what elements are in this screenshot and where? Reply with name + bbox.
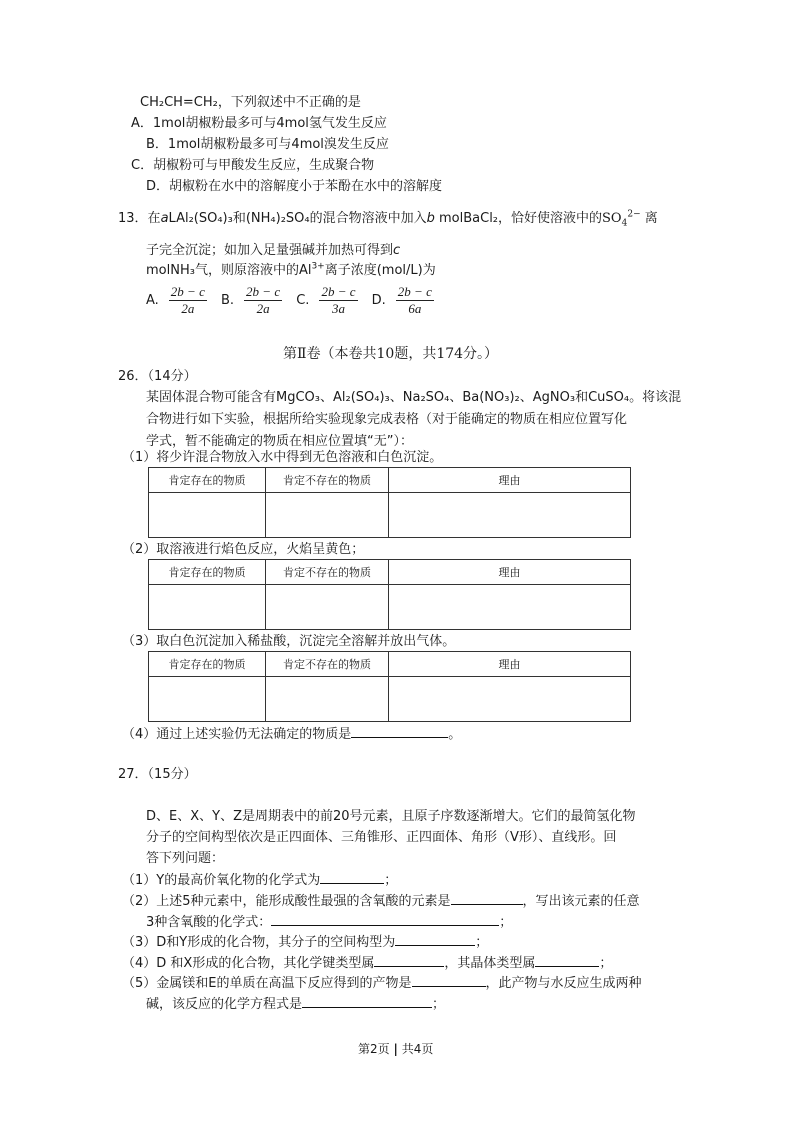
- charge: 3+: [311, 261, 325, 272]
- table-row: [149, 493, 631, 538]
- q27-part-1: [122, 870, 397, 890]
- answer-blank[interactable]: [271, 912, 499, 926]
- sulfate-ion: [602, 209, 641, 229]
- ion-charge: 2−: [627, 209, 641, 220]
- option-text: 胡椒粉可与甲酸发生反应，生成聚合物: [153, 158, 375, 173]
- q27-part-2-line2: [146, 912, 512, 932]
- text: ；: [432, 997, 446, 1012]
- denominator: 2a: [256, 301, 270, 316]
- text: （5）金属镁和E的单质在高温下反应得到的产物是: [122, 976, 412, 991]
- fraction: [244, 284, 282, 317]
- text: 子完全沉淀；如加入足量强碱并加热可得到: [146, 243, 394, 258]
- q27-part-2: [122, 891, 640, 911]
- text: 。: [448, 727, 462, 742]
- text: ；: [384, 873, 398, 888]
- cell-absent[interactable]: [266, 677, 389, 722]
- q13-line3: [146, 262, 436, 280]
- cell-absent[interactable]: [266, 585, 389, 630]
- answer-blank[interactable]: [412, 973, 486, 987]
- text: （3）D和Y形成的化合物，其分子的空间构型为: [122, 935, 396, 950]
- page-footer: [358, 1040, 433, 1058]
- header-absent: 肯定不存在的物质: [266, 560, 389, 585]
- cell-reason[interactable]: [389, 493, 631, 538]
- text: ；: [599, 956, 613, 971]
- option-text: 胡椒粉在水中的溶解度小于苯酚在水中的溶解度: [169, 179, 443, 194]
- text: molBaCl₂，恰好使溶液中的: [434, 211, 603, 226]
- text: 离: [640, 211, 658, 226]
- header-reason: 理由: [389, 468, 631, 493]
- q13-option-b: [221, 284, 282, 317]
- cell-present[interactable]: [149, 493, 266, 538]
- header-present: 肯定存在的物质: [149, 652, 266, 677]
- table-header-row: [149, 652, 631, 677]
- option-label: C．: [131, 158, 154, 173]
- q27-part-5: [122, 973, 642, 993]
- text: 碱，该反应的化学方程式是: [146, 997, 303, 1012]
- numerator: 2b − c: [321, 284, 356, 299]
- text: （4）D 和X形成的化合物，其化学键类型属: [122, 956, 375, 971]
- q13-option-c: [296, 284, 357, 317]
- answer-blank[interactable]: [451, 891, 523, 905]
- answer-table-3: [148, 651, 631, 722]
- table-header-row: [149, 560, 631, 585]
- fraction: [319, 284, 357, 317]
- text: ，此产物与水反应生成两种: [485, 976, 642, 991]
- option-label: A．: [131, 116, 153, 131]
- separator: |: [393, 1042, 398, 1056]
- q26-intro-line: 学式，暂不能确定的物质在相应位置填“无”）：: [146, 434, 413, 449]
- text: ，其晶体类型属: [444, 956, 536, 971]
- table-row: [149, 677, 631, 722]
- denominator: 2a: [181, 301, 195, 316]
- question-number: 13．: [118, 211, 148, 226]
- denominator: 6a: [408, 301, 422, 316]
- q12-option-b: [146, 136, 389, 154]
- q26-intro-line: 某固体混合物可能含有MgCO₃、Al₂(SO₄)₃、Na₂SO₄、Ba(NO₃)₂、AgNO₃和CuSO₄。将该混: [146, 390, 682, 405]
- header-reason: 理由: [389, 652, 631, 677]
- header-reason: 理由: [389, 560, 631, 585]
- answer-table-1: [148, 467, 631, 538]
- q13-option-a: [146, 284, 207, 317]
- ion-formula: SO: [602, 211, 622, 226]
- answer-blank[interactable]: [395, 932, 475, 946]
- header-present: 肯定存在的物质: [149, 468, 266, 493]
- answer-blank[interactable]: [535, 953, 599, 967]
- q12-option-c: [131, 157, 374, 175]
- text: ；: [499, 915, 513, 930]
- q26-part-1: （1）将少许混合物放入水中得到无色溶液和白色沉淀。: [122, 450, 443, 465]
- option-label: B．: [146, 137, 168, 152]
- q12-option-d: [146, 178, 442, 196]
- q27-part-5-line2: [146, 994, 445, 1014]
- variable-a: a: [160, 211, 169, 226]
- q26-part-4: [122, 724, 461, 744]
- table-row: [149, 585, 631, 630]
- cell-reason[interactable]: [389, 585, 631, 630]
- text: ；: [475, 935, 489, 950]
- section-title: 第Ⅱ卷（本卷共10题，共174分。）: [283, 346, 499, 362]
- numerator: 2b − c: [246, 284, 281, 299]
- answer-blank[interactable]: [374, 953, 444, 967]
- q27-intro-line: 分子的空间构型依次是正四面体、三角锥形、正四面体、角形（V形）、直线形。回: [146, 830, 617, 845]
- text: ，写出该元素的任意: [522, 894, 640, 909]
- cell-absent[interactable]: [266, 493, 389, 538]
- ion-subscript: 4: [621, 218, 628, 229]
- answer-blank[interactable]: [320, 870, 384, 884]
- q26-header: 26．（14分）: [118, 369, 197, 384]
- text: LAl₂(SO₄)₃和(NH₄)₂SO₄的混合物溶液中加入: [168, 211, 427, 226]
- q26-part-3: （3）取白色沉淀加入稀盐酸，沉淀完全溶解并放出气体。: [122, 634, 456, 649]
- text: （4）通过上述实验仍无法确定的物质是: [122, 727, 352, 742]
- fraction: [396, 284, 434, 317]
- fraction: [169, 284, 207, 317]
- text: （1）Y的最高价氧化物的化学式为: [122, 873, 321, 888]
- q26-part-2: （2）取溶液进行焰色反应，火焰呈黄色；: [122, 542, 365, 557]
- header-absent: 肯定不存在的物质: [266, 652, 389, 677]
- q26-intro-line: 合物进行如下实验，根据所给实验现象完成表格（对于能确定的物质在相应位置写化: [146, 412, 628, 427]
- text: 3种含氧酸的化学式：: [146, 915, 272, 930]
- cell-reason[interactable]: [389, 677, 631, 722]
- text: 在: [147, 211, 161, 226]
- q27-intro-line: 答下列问题：: [146, 851, 225, 866]
- q13-line1: [118, 210, 658, 228]
- header-absent: 肯定不存在的物质: [266, 468, 389, 493]
- cell-present[interactable]: [149, 677, 266, 722]
- q27-header: 27．（15分）: [118, 767, 197, 782]
- q13-options: [146, 284, 444, 317]
- option-label: B.: [220, 293, 235, 308]
- answer-blank[interactable]: [351, 724, 448, 738]
- option-label: C.: [296, 293, 310, 308]
- q27-part-4: [122, 953, 612, 973]
- option-label: D．: [146, 179, 170, 194]
- current-page: 第2页: [358, 1042, 390, 1056]
- q27-intro-line: D、E、X、Y、Z是周期表中的前20号元素，且原子序数逐渐增大。它们的最简氢化物: [146, 809, 636, 824]
- total-pages: 共4页: [401, 1042, 434, 1056]
- q13-option-d: [372, 284, 434, 317]
- variable-b: b: [426, 211, 435, 226]
- numerator: 2b − c: [397, 284, 432, 299]
- answer-blank[interactable]: [302, 994, 432, 1008]
- text: 离子浓度(mol/L)为: [324, 263, 436, 278]
- q27-part-3: [122, 932, 488, 952]
- q13-line2: [146, 242, 400, 260]
- header-present: 肯定存在的物质: [149, 560, 266, 585]
- variable-c: c: [393, 243, 401, 258]
- option-label: A.: [146, 293, 159, 308]
- text: （2）上述5种元素中，能形成酸性最强的含氧酸的元素是: [122, 894, 451, 909]
- numerator: 2b − c: [170, 284, 205, 299]
- table-header-row: [149, 468, 631, 493]
- option-text: 1mol胡椒粉最多可与4mol氢气发生反应: [152, 116, 387, 131]
- option-label: D.: [371, 293, 386, 308]
- option-text: 1mol胡椒粉最多可与4mol溴发生反应: [167, 137, 389, 152]
- q12-option-a: [131, 115, 387, 133]
- q12-stem-tail: CH₂CH=CH₂，下列叙述中不正确的是: [140, 95, 361, 110]
- cell-present[interactable]: [149, 585, 266, 630]
- answer-table-2: [148, 559, 631, 630]
- denominator: 3a: [331, 301, 345, 316]
- text: molNH₃气，则原溶液中的Al: [146, 263, 312, 278]
